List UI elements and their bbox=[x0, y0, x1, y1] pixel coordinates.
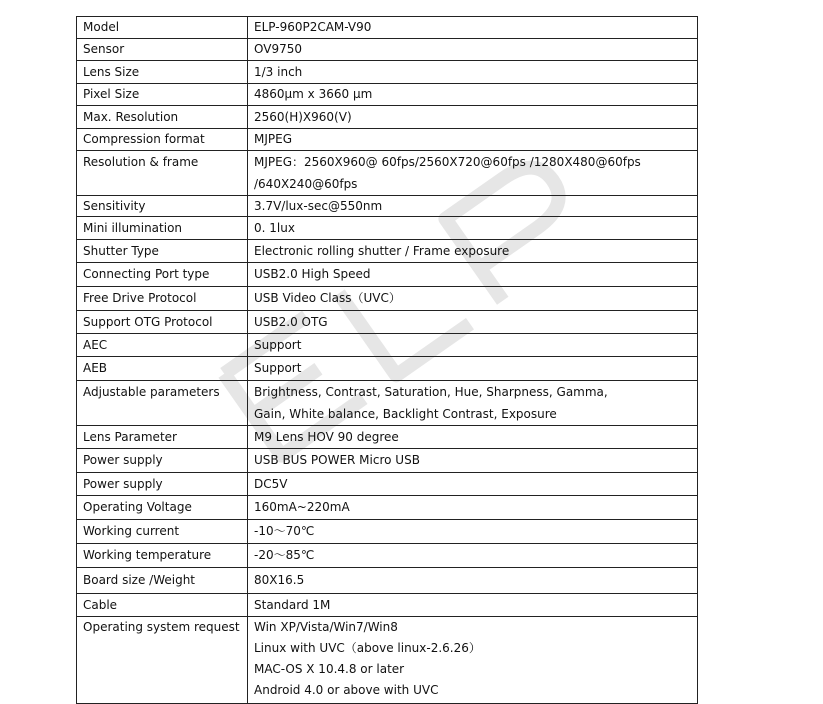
spec-value-line: 4860µm x 3660 µm bbox=[254, 87, 373, 101]
spec-label: Power supply bbox=[77, 449, 248, 473]
spec-label: Mini illumination bbox=[77, 217, 248, 240]
spec-value bbox=[248, 151, 698, 196]
spec-label: Model bbox=[77, 17, 248, 39]
spec-label: Working current bbox=[77, 520, 248, 544]
spec-value-line: USB2.0 High Speed bbox=[254, 267, 371, 281]
spec-value bbox=[248, 381, 698, 426]
spec-row bbox=[77, 381, 698, 426]
spec-label: Working temperature bbox=[77, 544, 248, 568]
spec-row bbox=[77, 473, 698, 496]
spec-value-line: M9 Lens HOV 90 degree bbox=[254, 430, 399, 444]
spec-label: Operating system request bbox=[77, 617, 248, 704]
spec-value bbox=[248, 544, 698, 568]
spec-value-line: -20～85℃ bbox=[254, 548, 315, 562]
spec-value-line: Support bbox=[254, 338, 302, 352]
spec-row bbox=[77, 106, 698, 129]
spec-value bbox=[248, 217, 698, 240]
spec-value-line: USB BUS POWER Micro USB bbox=[254, 453, 420, 467]
spec-row bbox=[77, 287, 698, 311]
spec-row bbox=[77, 568, 698, 594]
spec-value-line: 3.7V/lux-sec@550nm bbox=[254, 199, 383, 213]
spec-value-line: Linux with UVC（above linux-2.6.26） bbox=[254, 641, 481, 655]
spec-value bbox=[248, 196, 698, 217]
spec-value bbox=[248, 129, 698, 151]
spec-table bbox=[76, 16, 698, 704]
spec-label: Lens Parameter bbox=[77, 426, 248, 449]
spec-value bbox=[248, 568, 698, 594]
spec-value bbox=[248, 61, 698, 84]
spec-row bbox=[77, 311, 698, 334]
spec-value bbox=[248, 617, 698, 704]
spec-row bbox=[77, 520, 698, 544]
spec-label: AEC bbox=[77, 334, 248, 357]
spec-value-line: 2560(H)X960(V) bbox=[254, 110, 352, 124]
spec-value bbox=[248, 39, 698, 61]
spec-row bbox=[77, 449, 698, 473]
spec-label: Operating Voltage bbox=[77, 496, 248, 520]
spec-value-line: 0. 1lux bbox=[254, 221, 295, 235]
spec-value-line: Android 4.0 or above with UVC bbox=[254, 683, 439, 697]
spec-label: Power supply bbox=[77, 473, 248, 496]
spec-row bbox=[77, 334, 698, 357]
spec-value-line: MJPEG bbox=[254, 132, 293, 146]
spec-value bbox=[248, 473, 698, 496]
spec-value-line: Gain, White balance, Backlight Contrast, Exposure bbox=[254, 407, 557, 421]
spec-row bbox=[77, 151, 698, 196]
spec-label: Lens Size bbox=[77, 61, 248, 84]
spec-label: Free Drive Protocol bbox=[77, 287, 248, 311]
spec-row bbox=[77, 263, 698, 287]
spec-value bbox=[248, 449, 698, 473]
spec-value bbox=[248, 240, 698, 263]
spec-value bbox=[248, 334, 698, 357]
spec-label: Connecting Port type bbox=[77, 263, 248, 287]
spec-value bbox=[248, 17, 698, 39]
spec-row bbox=[77, 240, 698, 263]
spec-value-line: MJPEG：2560X960@ 60fps/2560X720@60fps /1280X480@60fps bbox=[254, 155, 641, 169]
spec-row bbox=[77, 39, 698, 61]
spec-label: Cable bbox=[77, 594, 248, 617]
spec-value-line: ELP-960P2CAM-V90 bbox=[254, 20, 372, 34]
spec-value bbox=[248, 357, 698, 381]
spec-row bbox=[77, 544, 698, 568]
spec-value-line: USB2.0 OTG bbox=[254, 315, 328, 329]
spec-value-line: MAC-OS X 10.4.8 or later bbox=[254, 662, 405, 676]
spec-value bbox=[248, 426, 698, 449]
spec-label: Resolution & frame bbox=[77, 151, 248, 196]
spec-value-line: Win XP/Vista/Win7/Win8 bbox=[254, 620, 398, 634]
spec-label: Compression format bbox=[77, 129, 248, 151]
spec-row bbox=[77, 426, 698, 449]
spec-value-line: Standard 1M bbox=[254, 598, 331, 612]
spec-label: Shutter Type bbox=[77, 240, 248, 263]
spec-value-line: Brightness, Contrast, Saturation, Hue, Sharpness, Gamma, bbox=[254, 385, 608, 399]
spec-value-line: Electronic rolling shutter / Frame exposure bbox=[254, 244, 510, 258]
spec-label: Sensitivity bbox=[77, 196, 248, 217]
spec-value bbox=[248, 106, 698, 129]
spec-row bbox=[77, 196, 698, 217]
spec-value-line: 160mA~220mA bbox=[254, 500, 350, 514]
spec-row bbox=[77, 17, 698, 39]
spec-label: Max. Resolution bbox=[77, 106, 248, 129]
spec-row bbox=[77, 496, 698, 520]
spec-row bbox=[77, 594, 698, 617]
spec-row bbox=[77, 617, 698, 704]
spec-label: Board size /Weight bbox=[77, 568, 248, 594]
spec-row bbox=[77, 129, 698, 151]
spec-value bbox=[248, 287, 698, 311]
spec-value bbox=[248, 84, 698, 106]
spec-value-line: OV9750 bbox=[254, 42, 302, 56]
spec-value-line: 1/3 inch bbox=[254, 65, 303, 79]
spec-row bbox=[77, 61, 698, 84]
spec-label: AEB bbox=[77, 357, 248, 381]
spec-label: Support OTG Protocol bbox=[77, 311, 248, 334]
spec-value bbox=[248, 263, 698, 287]
spec-value bbox=[248, 311, 698, 334]
spec-value-line: Support bbox=[254, 361, 302, 375]
spec-value bbox=[248, 496, 698, 520]
spec-label: Pixel Size bbox=[77, 84, 248, 106]
spec-row bbox=[77, 217, 698, 240]
spec-value-line: 80X16.5 bbox=[254, 573, 305, 587]
spec-label: Sensor bbox=[77, 39, 248, 61]
spec-value-line: DC5V bbox=[254, 477, 288, 491]
spec-row bbox=[77, 357, 698, 381]
spec-value bbox=[248, 520, 698, 544]
spec-row bbox=[77, 84, 698, 106]
spec-value-line: /640X240@60fps bbox=[254, 177, 358, 191]
spec-label: Adjustable parameters bbox=[77, 381, 248, 426]
spec-value bbox=[248, 594, 698, 617]
spec-value-line: -10～70℃ bbox=[254, 524, 315, 538]
spec-value-line: USB Video Class（UVC） bbox=[254, 291, 401, 305]
